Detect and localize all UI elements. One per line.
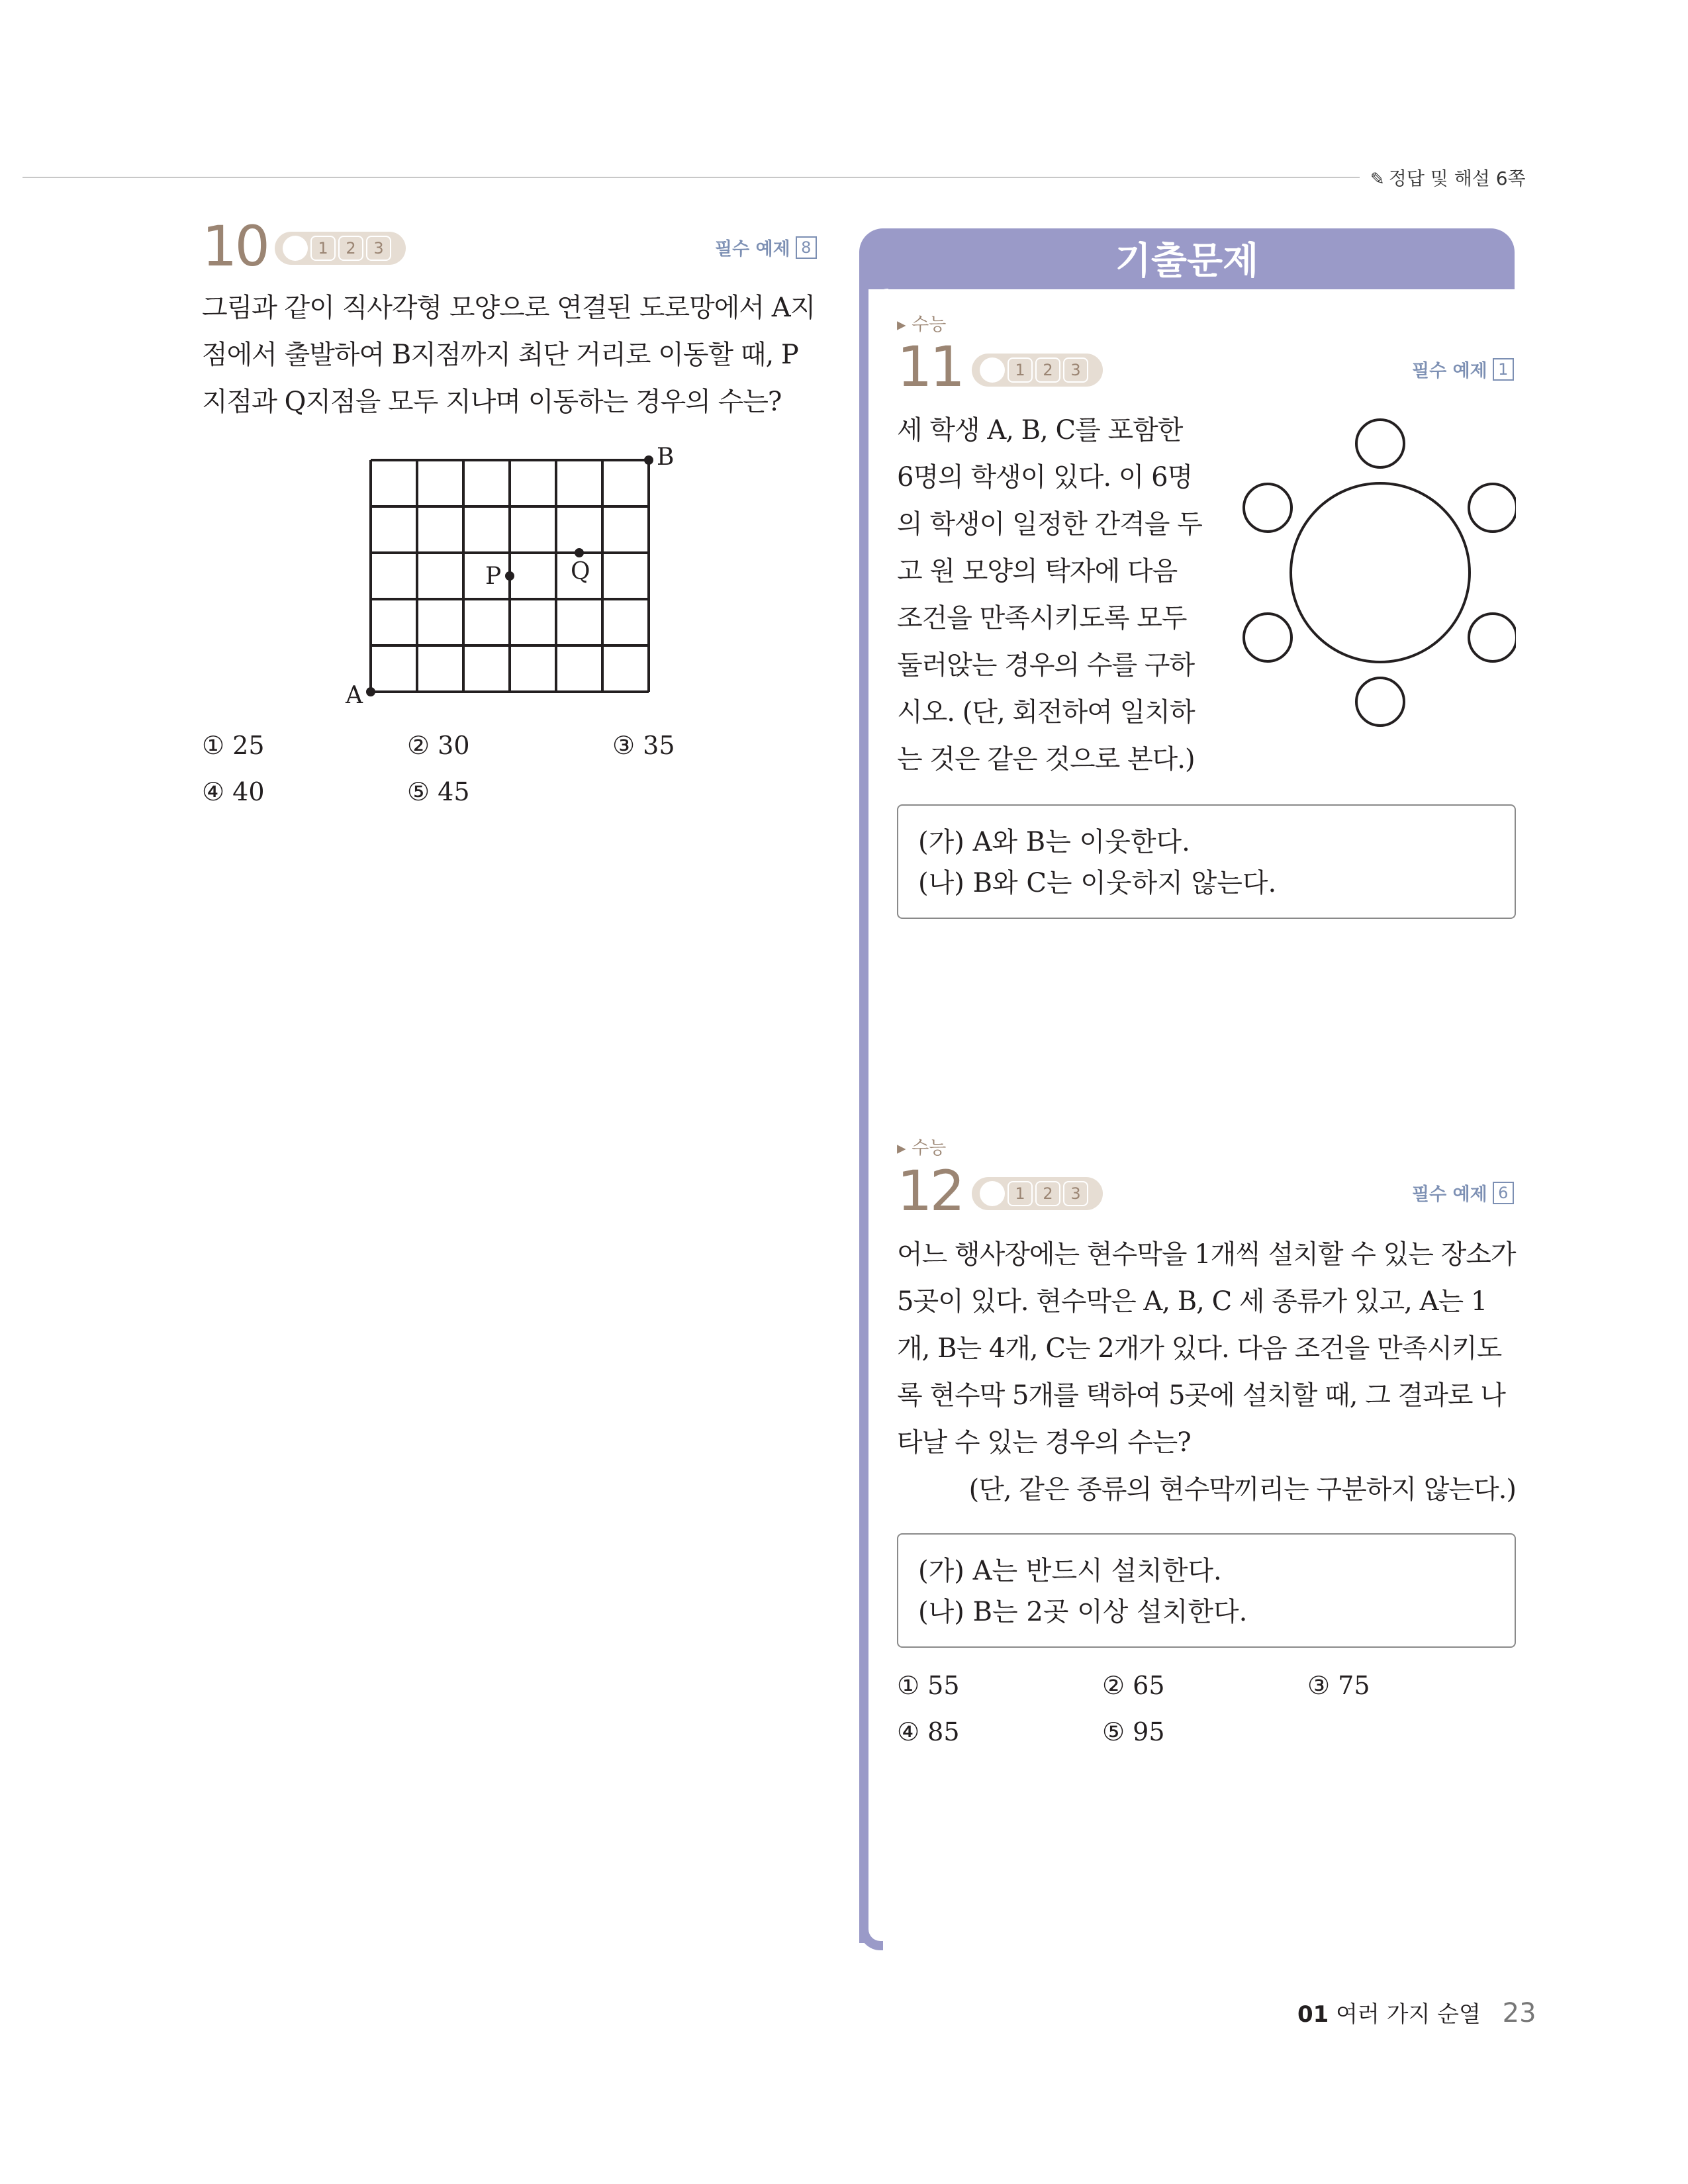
seat-upper-right bbox=[1469, 484, 1516, 532]
problem-11-difficulty bbox=[972, 354, 1103, 387]
difficulty-level-3: 3 bbox=[366, 236, 391, 261]
table-circle bbox=[1291, 483, 1470, 662]
choice-3[interactable]: ③ 75 bbox=[1307, 1671, 1370, 1700]
choice-1[interactable]: ① 25 bbox=[202, 731, 265, 760]
required-example-label: 필수 예제 bbox=[1412, 1184, 1487, 1205]
label-a: A bbox=[346, 682, 363, 709]
problem-12-line-1: 어느 행사장에는 현수막을 1개씩 설치할 수 있는 장소가 bbox=[897, 1239, 1516, 1270]
difficulty-level-1: 1 bbox=[310, 236, 336, 261]
problem-12-line-5: 타날 수 있는 경우의 수는? bbox=[897, 1427, 1191, 1458]
condition-a: (가) A와 B는 이웃한다. bbox=[918, 827, 1190, 857]
problem-11-conditions bbox=[897, 804, 1516, 919]
problem-11-text bbox=[897, 407, 1228, 783]
condition-a: (가) A는 반드시 설치한다. bbox=[918, 1556, 1222, 1586]
choice-2[interactable]: ② 30 bbox=[407, 731, 470, 760]
problem-11-tag: ▸ 수능 bbox=[897, 314, 947, 335]
problem-12-required-example bbox=[1412, 1180, 1514, 1206]
point-p bbox=[505, 571, 514, 581]
required-example-number: 6 bbox=[1493, 1182, 1514, 1204]
problem-10-difficulty bbox=[275, 232, 406, 265]
chapter-number: 01 bbox=[1297, 2001, 1329, 2028]
choice-5[interactable]: ⑤ 95 bbox=[1102, 1717, 1165, 1746]
condition-b: (나) B와 C는 이웃하지 않는다. bbox=[918, 868, 1277, 898]
problem-10-number: 10 bbox=[202, 214, 267, 279]
difficulty-dot bbox=[980, 1181, 1005, 1206]
problem-11-line-3: 의 학생이 일정한 간격을 두 bbox=[897, 509, 1202, 540]
problem-11-line-8: 는 것은 같은 것으로 본다.) bbox=[897, 744, 1195, 775]
problem-12-line-4: 록 현수막 5개를 택하여 5곳에 설치할 때, 그 결과로 나 bbox=[897, 1380, 1505, 1411]
problem-11-line-2: 6명의 학생이 있다. 이 6명 bbox=[897, 462, 1193, 493]
seat-bottom bbox=[1356, 678, 1404, 726]
difficulty-level-3: 3 bbox=[1063, 357, 1088, 383]
paperclip-icon: ✎ bbox=[1370, 169, 1385, 189]
choice-1[interactable]: ① 55 bbox=[897, 1671, 960, 1700]
difficulty-level-1: 1 bbox=[1008, 357, 1033, 383]
required-example-label: 필수 예제 bbox=[715, 239, 790, 260]
choice-4[interactable]: ④ 85 bbox=[897, 1717, 960, 1746]
condition-b: (나) B는 2곳 이상 설치한다. bbox=[918, 1597, 1248, 1627]
difficulty-level-3: 3 bbox=[1063, 1181, 1088, 1206]
chapter-title: 여러 가지 순열 bbox=[1336, 2001, 1481, 2028]
difficulty-level-2: 2 bbox=[338, 236, 363, 261]
problem-10-grid-figure bbox=[331, 437, 702, 715]
problem-12-number: 12 bbox=[897, 1159, 962, 1223]
problem-11-number: 11 bbox=[897, 334, 962, 399]
problem-12-text bbox=[897, 1231, 1516, 1513]
problem-11-line-7: 시오. (단, 회전하여 일치하 bbox=[897, 697, 1195, 728]
seat-upper-left bbox=[1244, 484, 1291, 532]
required-example-label: 필수 예제 bbox=[1412, 361, 1487, 381]
round-table-figure bbox=[1238, 414, 1516, 738]
point-q bbox=[575, 548, 584, 557]
answer-reference-text: 정답 및 해설 6쪽 bbox=[1388, 167, 1526, 189]
header-rule bbox=[23, 177, 1360, 178]
difficulty-level-2: 2 bbox=[1035, 1181, 1060, 1206]
seat-lower-right bbox=[1469, 614, 1516, 661]
required-example-number: 8 bbox=[796, 236, 817, 259]
point-a bbox=[366, 687, 375, 696]
problem-12-difficulty bbox=[972, 1177, 1103, 1210]
label-p: P bbox=[485, 563, 502, 590]
choice-5[interactable]: ⑤ 45 bbox=[407, 777, 470, 806]
answer-reference bbox=[1370, 164, 1526, 191]
problem-11-required-example bbox=[1412, 356, 1514, 382]
panel-inner-corner bbox=[868, 289, 888, 309]
problem-12-line-6: (단, 같은 종류의 현수막끼리는 구분하지 않는다.) bbox=[968, 1474, 1516, 1505]
problem-10-line-2: 점에서 출발하여 B지점까지 최단 거리로 이동할 때, P bbox=[202, 340, 798, 370]
seat-lower-left bbox=[1244, 614, 1291, 661]
required-example-number: 1 bbox=[1493, 358, 1514, 381]
seat-top bbox=[1356, 420, 1404, 467]
problem-10-line-1: 그림과 같이 직사각형 모양으로 연결된 도로망에서 A지 bbox=[202, 293, 816, 323]
choice-4[interactable]: ④ 40 bbox=[202, 777, 265, 806]
difficulty-level-1: 1 bbox=[1008, 1181, 1033, 1206]
choice-3[interactable]: ③ 35 bbox=[612, 731, 675, 760]
label-b: B bbox=[657, 444, 675, 471]
panel-side-bar bbox=[859, 265, 868, 1943]
difficulty-dot bbox=[283, 236, 308, 261]
problem-10-required-example bbox=[715, 234, 817, 260]
problem-11-line-6: 둘러앉는 경우의 수를 구하 bbox=[897, 650, 1195, 681]
choice-2[interactable]: ② 65 bbox=[1102, 1671, 1165, 1700]
label-q: Q bbox=[571, 558, 590, 585]
problem-12-tag: ▸ 수능 bbox=[897, 1138, 947, 1159]
problem-11-line-5: 조건을 만족시키도록 모두 bbox=[897, 603, 1187, 634]
problem-11-line-1: 세 학생 A, B, C를 포함한 bbox=[897, 415, 1183, 446]
problem-10-text bbox=[202, 285, 824, 426]
panel-bottom-corner bbox=[859, 1926, 883, 1950]
problem-12-conditions bbox=[897, 1533, 1516, 1648]
problem-10-line-3: 지점과 Q지점을 모두 지나며 이동하는 경우의 수는? bbox=[202, 387, 782, 417]
page-number: 23 bbox=[1502, 1998, 1536, 2028]
point-b bbox=[644, 455, 653, 465]
panel-title: 기출문제 bbox=[1115, 240, 1259, 283]
difficulty-level-2: 2 bbox=[1035, 357, 1060, 383]
problem-11-line-4: 고 원 모양의 탁자에 다음 bbox=[897, 556, 1178, 587]
problem-12-line-2: 5곳이 있다. 현수막은 A, B, C 세 종류가 있고, A는 1 bbox=[897, 1286, 1487, 1317]
problem-12-line-3: 개, B는 4개, C는 2개가 있다. 다음 조건을 만족시키도 bbox=[897, 1333, 1502, 1364]
page-footer bbox=[1297, 1996, 1536, 2028]
difficulty-dot bbox=[980, 357, 1005, 383]
